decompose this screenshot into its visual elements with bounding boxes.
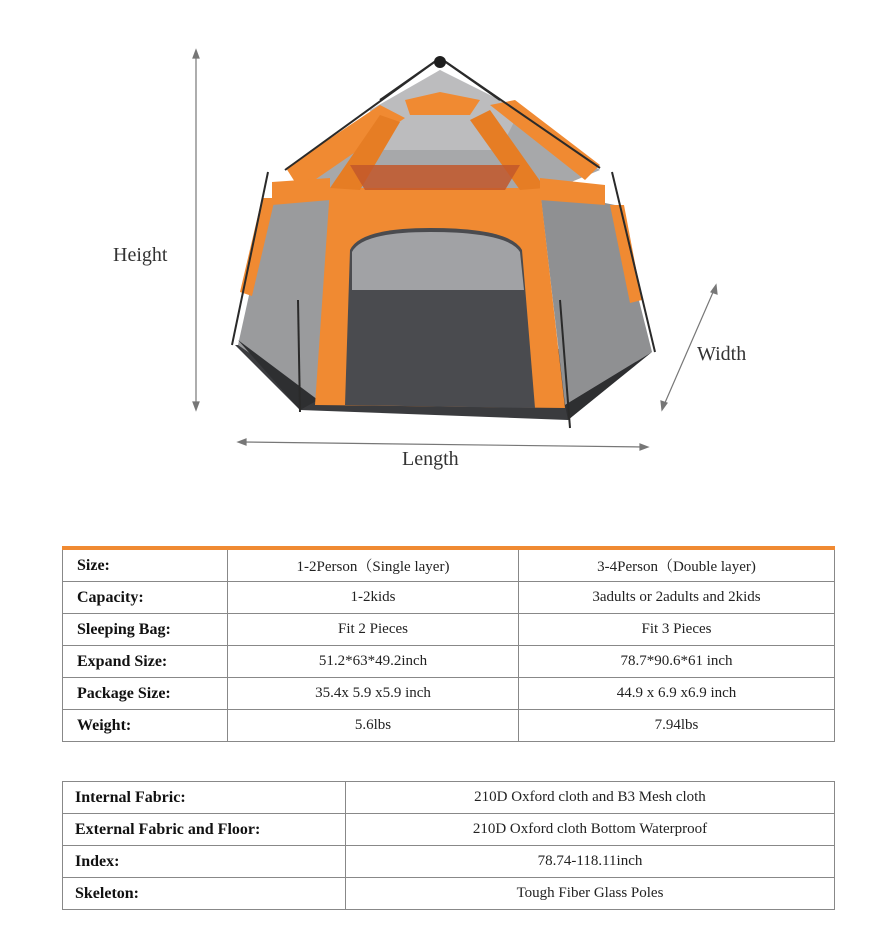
spec-value-large: 3-4Person（Double layer) [519, 548, 835, 582]
width-label: Width [697, 343, 747, 365]
spec-label: Sleeping Bag: [63, 614, 228, 646]
table-row [63, 782, 835, 814]
spec-label: Package Size: [63, 678, 228, 710]
spec-table [62, 546, 835, 742]
table-row [63, 548, 835, 582]
spec-label: Size: [63, 548, 228, 582]
material-label: Index: [63, 846, 346, 878]
spec-value-small: 35.4x 5.9 x5.9 inch [228, 678, 519, 710]
table-row [63, 582, 835, 614]
material-label: Skeleton: [63, 878, 346, 910]
spec-value-small: 1-2Person（Single layer) [228, 548, 519, 582]
table-row [63, 814, 835, 846]
spec-value-large: Fit 3 Pieces [519, 614, 835, 646]
material-label: Internal Fabric: [63, 782, 346, 814]
material-value: 210D Oxford cloth and B3 Mesh cloth [346, 782, 835, 814]
material-value: Tough Fiber Glass Poles [346, 878, 835, 910]
spec-value-small: 5.6lbs [228, 710, 519, 742]
table-row [63, 710, 835, 742]
length-label: Length [402, 448, 459, 470]
material-value: 78.74-118.11inch [346, 846, 835, 878]
table-row [63, 646, 835, 678]
spec-value-large: 3adults or 2adults and 2kids [519, 582, 835, 614]
table-row [63, 878, 835, 910]
spec-label: Weight: [63, 710, 228, 742]
spec-value-small: 51.2*63*49.2inch [228, 646, 519, 678]
material-label: External Fabric and Floor: [63, 814, 346, 846]
table-row [63, 614, 835, 646]
height-label: Height [113, 244, 168, 266]
spec-label: Capacity: [63, 582, 228, 614]
spec-value-large: 7.94lbs [519, 710, 835, 742]
spec-label: Expand Size: [63, 646, 228, 678]
table-row [63, 678, 835, 710]
spec-value-small: Fit 2 Pieces [228, 614, 519, 646]
spec-value-small: 1-2kids [228, 582, 519, 614]
table-row [63, 846, 835, 878]
spec-value-large: 44.9 x 6.9 x6.9 inch [519, 678, 835, 710]
spec-value-large: 78.7*90.6*61 inch [519, 646, 835, 678]
material-value: 210D Oxford cloth Bottom Waterproof [346, 814, 835, 846]
material-table [62, 781, 835, 910]
height-arrow [193, 50, 199, 410]
